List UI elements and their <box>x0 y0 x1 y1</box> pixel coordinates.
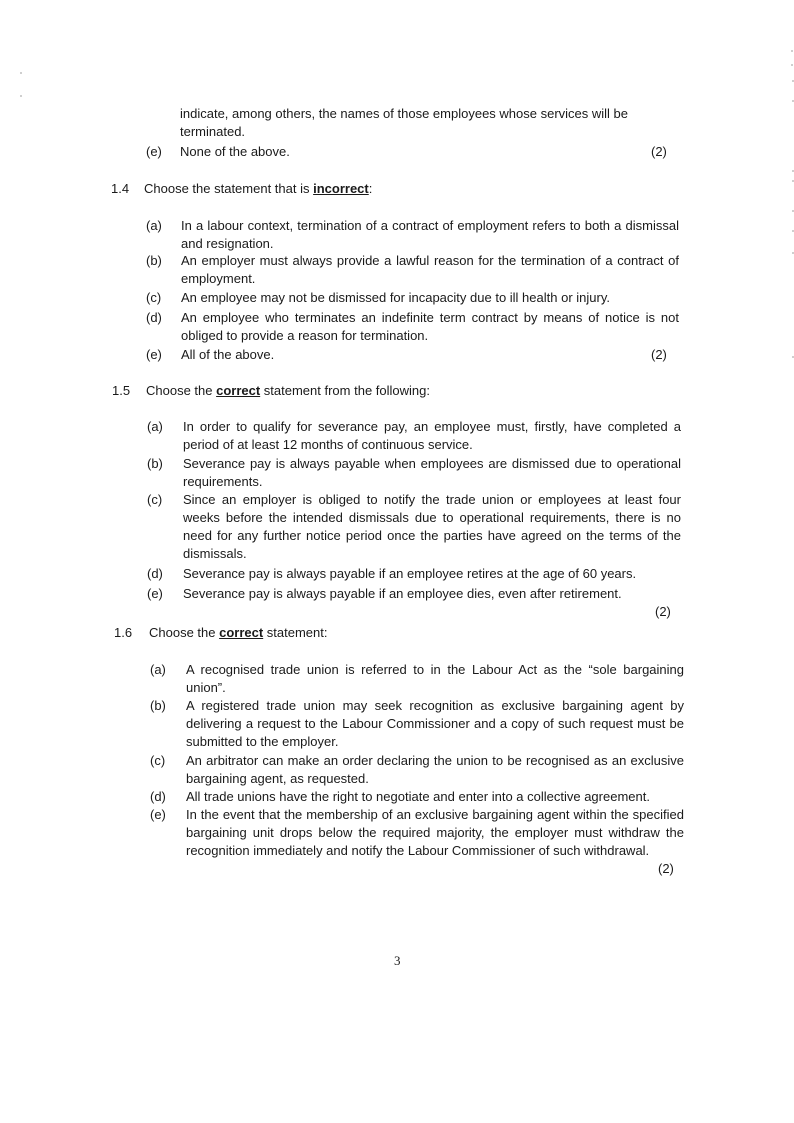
scan-speck <box>20 72 22 74</box>
option-text: An employer must always provide a lawful reason for the termination of a contract of employment. <box>181 253 679 286</box>
option-text: A recognised trade union is referred to in the Labour Act as the “sole bargaining union”. <box>186 662 684 695</box>
option-label: (c) <box>146 290 162 305</box>
continuation-line-2: terminated. <box>180 124 246 139</box>
page-number: 3 <box>394 953 401 968</box>
question-number: 1.6 <box>114 625 133 640</box>
option-label: (c) <box>147 492 163 507</box>
scan-speck <box>791 50 793 52</box>
option-label: (c) <box>150 753 166 768</box>
marks: (2) <box>651 144 667 159</box>
option-label: (d) <box>150 789 166 804</box>
continuation-text <box>180 105 678 141</box>
question-number: 1.5 <box>112 383 131 398</box>
option-text: An employee who terminates an indefinite term contract by means of notice is not obliged to provide a reason for termination. <box>181 310 679 343</box>
option-text: In a labour context, termination of a contract of employment refers to both a dismissal and resignation. <box>181 218 679 251</box>
option-text: Severance pay is always payable when employees are dismissed due to operational requirements. <box>183 456 681 489</box>
option-label: (e) <box>146 144 162 159</box>
stem-emphasis: incorrect <box>313 181 369 196</box>
scan-speck <box>20 95 22 97</box>
stem-emphasis: correct <box>216 383 261 398</box>
question-number: 1.4 <box>111 181 130 196</box>
option-text: A registered trade union may seek recognition as exclusive bargaining agent by delivering a request to the Labour Commissioner and a copy of such request must be submitted to the employer. <box>186 698 684 749</box>
question-stem <box>149 624 328 642</box>
option-label: (e) <box>150 807 166 822</box>
marks: (2) <box>655 604 671 619</box>
option-label: (a) <box>147 419 163 434</box>
stem-emphasis: correct <box>219 625 264 640</box>
option-text: Since an employer is obliged to notify the trade union or employees at least four weeks before the intended dismissals due to operational requirements, there is no need for any further notice period once the parties have agreed on the terms of the dismissals. <box>183 492 681 561</box>
option-label: (d) <box>146 310 162 325</box>
stem-text: Choose the <box>149 625 220 640</box>
marks: (2) <box>651 347 667 362</box>
question-stem <box>144 180 372 198</box>
option-text: An employee may not be dismissed for incapacity due to ill health or injury. <box>181 290 610 305</box>
stem-text: : <box>368 181 373 196</box>
stem-text: statement: <box>263 625 328 640</box>
option-text: In the event that the membership of an exclusive bargaining agent within the specified bargaining unit drops below the required majority, the employer must withdraw the recognition immediately and notify the Labour Commissioner of such withdrawal. <box>186 807 684 858</box>
option-label: (e) <box>147 586 163 601</box>
stem-text: Choose the <box>146 383 217 398</box>
option-label: (b) <box>150 698 166 713</box>
option-label: (e) <box>146 347 162 362</box>
stem-text: Choose the statement that is <box>144 181 314 196</box>
scan-speck <box>791 64 793 66</box>
continuation-line-1: indicate, among others, the names of those employees whose services will be <box>180 106 629 121</box>
stem-text: statement from the following: <box>260 383 430 398</box>
option-text: An arbitrator can make an order declaring the union to be recognised as an exclusive bargaining agent, as requested. <box>186 753 684 786</box>
option-text: None of the above. <box>180 144 290 159</box>
option-text: Severance pay is always payable if an employee retires at the age of 60 years. <box>183 566 637 581</box>
option-label: (a) <box>150 662 166 677</box>
option-text: All trade unions have the right to negotiate and enter into a collective agreement. <box>186 789 650 804</box>
option-label: (d) <box>147 566 163 581</box>
option-label: (b) <box>146 253 162 268</box>
option-text: All of the above. <box>181 347 275 362</box>
marks: (2) <box>658 861 674 876</box>
question-stem <box>146 382 430 400</box>
option-text: In order to qualify for severance pay, an employee must, firstly, have completed a period of at least 12 months of continuous service. <box>183 419 681 452</box>
option-label: (b) <box>147 456 163 471</box>
option-text: Severance pay is always payable if an employee dies, even after retirement. <box>183 586 622 601</box>
option-label: (a) <box>146 218 162 233</box>
